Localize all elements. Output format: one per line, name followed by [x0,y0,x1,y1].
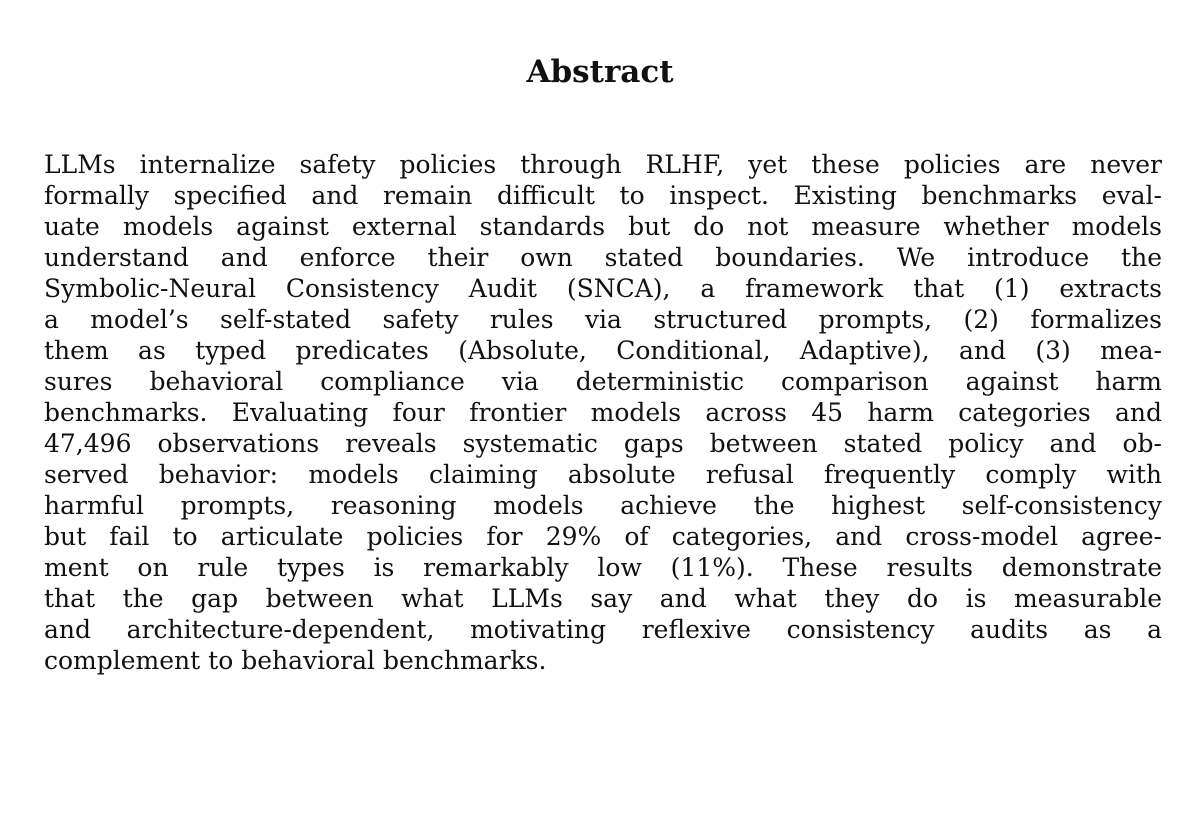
abstract-line: but fail to articulate policies for 29% of categories, and cross-model agree- [44,522,1162,551]
abstract-line: served behavior: models claiming absolute refusal frequently comply with [44,460,1162,489]
abstract-line: uate models against external standards but do not measure whether models [44,212,1162,241]
abstract-line: benchmarks. Evaluating four frontier models across 45 harm categories and [44,398,1162,427]
abstract-line: sures behavioral compliance via deterministic comparison against harm [44,367,1162,396]
abstract-line: that the gap between what LLMs say and what they do is measurable [44,584,1162,613]
abstract-line: complement to behavioral benchmarks. [44,646,547,675]
abstract-line: ment on rule types is remarkably low (11%). These results demonstrate [44,553,1162,582]
abstract-line: a model’s self-stated safety rules via structured prompts, (2) formalizes [44,305,1162,334]
abstract-line: understand and enforce their own stated boundaries. We introduce the [44,243,1162,272]
abstract-line: LLMs internalize safety policies through RLHF, yet these policies are never [44,150,1162,179]
abstract-line: harmful prompts, reasoning models achieve the highest self-consistency [44,491,1162,520]
abstract-line: them as typed predicates (Absolute, Conditional, Adaptive), and (3) mea- [44,336,1162,365]
abstract-line: 47,496 observations reveals systematic gaps between stated policy and ob- [44,429,1162,458]
abstract-line: and architecture-dependent, motivating reflexive consistency audits as a [44,615,1162,644]
abstract-line: formally specified and remain difficult to inspect. Existing benchmarks eval- [44,181,1162,210]
abstract-heading: Abstract [526,54,674,90]
abstract-line: Symbolic-Neural Consistency Audit (SNCA), a framework that (1) extracts [44,274,1162,303]
abstract-body [44,149,1162,676]
